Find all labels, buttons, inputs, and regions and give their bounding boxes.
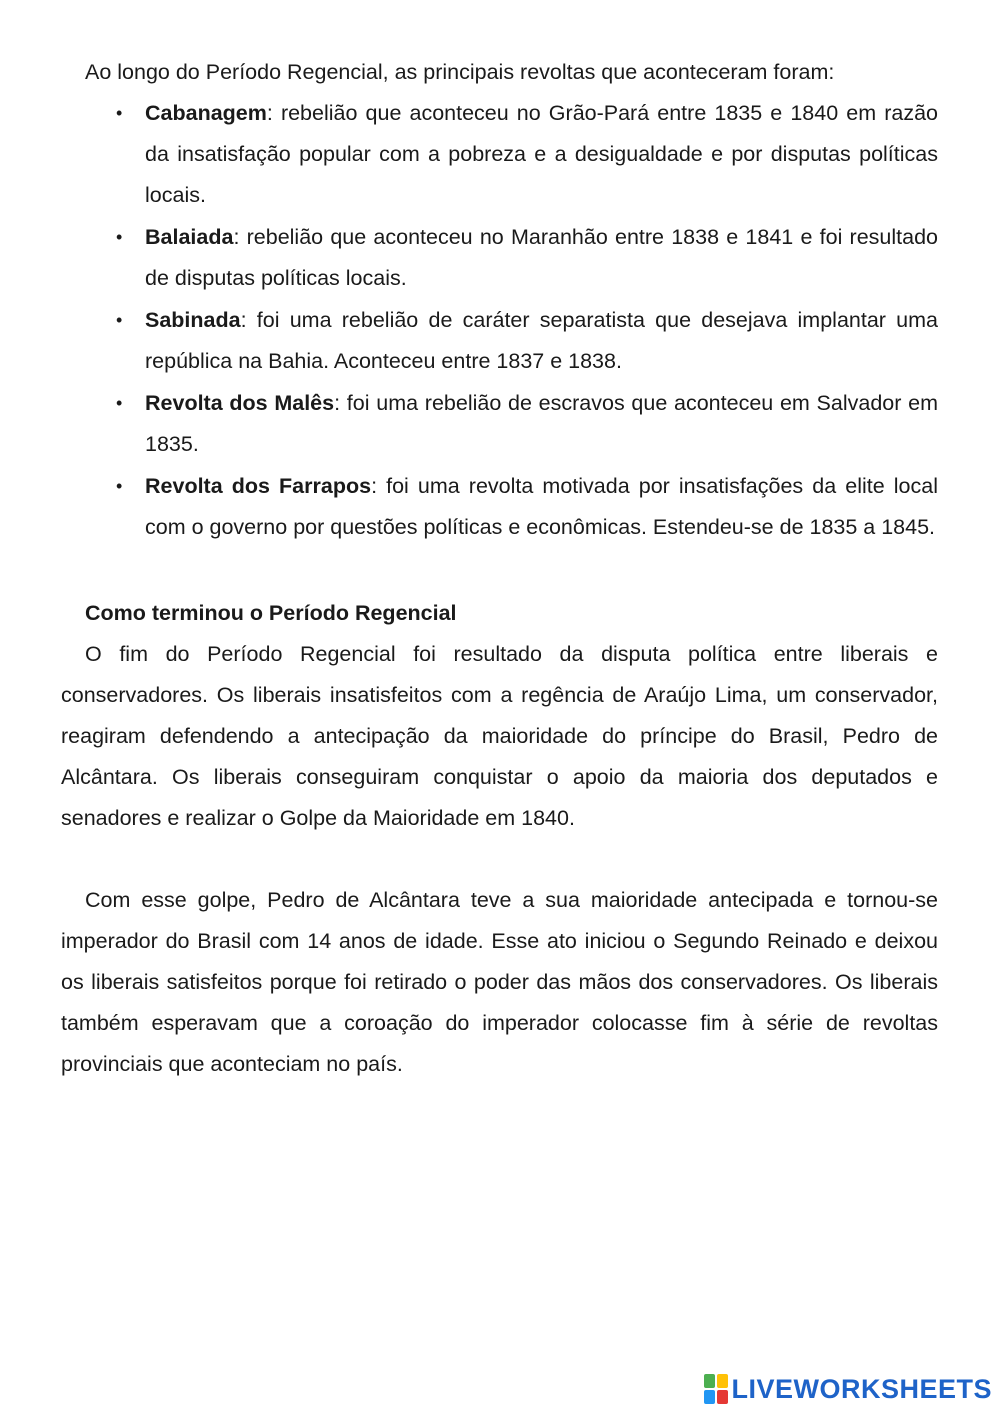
revolt-term: Revolta dos Farrapos — [145, 474, 372, 498]
revolt-description: : foi uma rebelião de escravos que aconteceu em Salvador em 1835. — [145, 391, 938, 456]
revolt-description: : rebelião que aconteceu no Maranhão entre 1838 e 1841 e foi resultado de disputas políticas locais. — [145, 225, 938, 290]
bullet-icon: • — [116, 103, 123, 123]
revolt-description: : foi uma revolta motivada por insatisfações da elite local com o governo por questões políticas e econômicas. Estendeu-se de 1835 a 1845. — [145, 474, 938, 539]
bullet-icon: • — [116, 393, 123, 413]
liveworksheets-logo[interactable] — [704, 1373, 992, 1405]
list-item — [61, 217, 938, 299]
revolt-term: Revolta dos Malês — [145, 391, 335, 415]
list-item — [61, 466, 938, 548]
revolt-term: Balaiada — [145, 225, 234, 249]
revolt-description: : rebelião que aconteceu no Grão-Pará entre 1835 e 1840 em razão da insatisfação popular com a pobreza e a desigualdade e por disputas políticas locais. — [145, 101, 938, 207]
revolt-term: Cabanagem — [145, 101, 267, 125]
list-item — [61, 383, 938, 465]
document-page — [61, 52, 938, 1085]
revolts-list — [61, 93, 938, 548]
list-item — [61, 93, 938, 216]
revolt-term: Sabinada — [145, 308, 241, 332]
bullet-icon: • — [116, 310, 123, 330]
paragraph-spacer — [61, 839, 938, 880]
intro-text: Ao longo do Período Regencial, as principais revoltas que aconteceram foram: — [85, 60, 835, 84]
section-paragraph-2: Com esse golpe, Pedro de Alcântara teve a sua maioridade antecipada e tornou-se imperador do Brasil com 14 anos de idade. Esse ato iniciou o Segundo Reinado e deixou os liberais satisfeitos porque foi retirado o poder das mãos dos conservadores. Os liberais também esperavam que a coroação do imperador colocasse fim à série de revoltas provinciais que aconteciam no país. — [61, 888, 938, 1076]
liveworksheets-logo-icon — [704, 1374, 728, 1404]
revolt-description: : foi uma rebelião de caráter separatista que desejava implantar uma república na Bahia. Aconteceu entre 1837 e 1838. — [145, 308, 938, 373]
list-item — [61, 300, 938, 382]
bullet-icon: • — [116, 476, 123, 496]
section-paragraph-1: O fim do Período Regencial foi resultado da disputa política entre liberais e conservadores. Os liberais insatisfeitos com a regência de Araújo Lima, um conservador, reagiram defendendo a antecipação da maioridade do príncipe do Brasil, Pedro de Alcântara. Os liberais conseguiram conquistar o apoio da maioria dos deputados e senadores e realizar o Golpe da Maioridade em 1840. — [61, 642, 938, 830]
logo-text: LIVEWORKSHEETS — [731, 1373, 992, 1404]
section-heading: Como terminou o Período Regencial — [85, 601, 457, 625]
bullet-icon: • — [116, 227, 123, 247]
